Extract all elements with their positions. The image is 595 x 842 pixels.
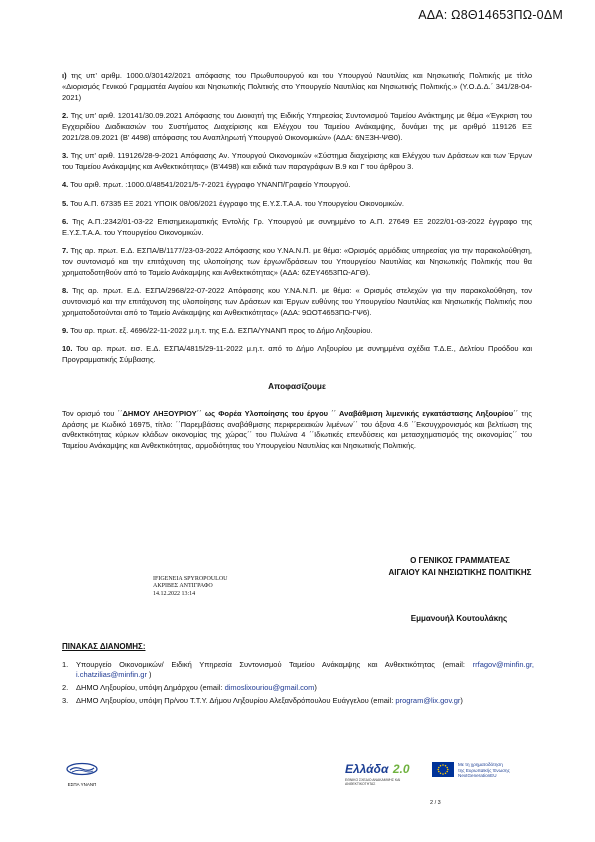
recital-text: Του αρ. πρωτ. εξ. 4696/22-11-2022 μ.η.τ. της Ε.Δ. ΕΣΠΑ/ΥΝΑΝΠ προς το Δήμο Ληξουρίου.: [68, 326, 373, 336]
recital-text: Της υπ’ αριθ. 119126/28-9-2021 Απόφασης Αν. Υπουργού Οικονομικών «Σύστημα διαχείρισης και Ελέγχου των Δράσεων και των Έργων του Ταμείου Ανάκαμψης και Ανθεκτικότητας» (Β’4498) και ειδικά των παραγράφων Β.9 και Γ του άρθρου 3.: [62, 150, 532, 171]
signatory-name: Εμμανουήλ Κουτουλάκης: [410, 614, 508, 623]
recital-paragraph: [62, 217, 532, 239]
recital-number: 9.: [62, 326, 69, 336]
greece-2-0-logo: [345, 760, 429, 786]
distribution-list: [62, 660, 534, 709]
eu-text-line2: της Ευρωπαϊκής Ένωσης: [458, 767, 510, 773]
distribution-tail: ): [314, 683, 317, 693]
distribution-recipient: ΔΗΜΟ Ληξουρίου, υπόψη Δημάρχου (email:: [76, 683, 225, 693]
distribution-recipient: Υπουργείο Οικονομικών/ Ειδική Υπηρεσία Συντονισμού Ταμείου Ανάκαμψης και Ανθεκτικότητας (email:: [76, 660, 473, 669]
distribution-item: [62, 683, 534, 693]
ellada-version: 2.0: [392, 762, 410, 776]
ellada-subtitle: ΕΘΝΙΚΟ ΣΧΕΔΙΟ ΑΝΑΚΑΜΨΗΣ ΚΑΙ ΑΝΘΕΚΤΙΚΟΤΗΤΑΣ: [345, 778, 401, 786]
decision-rest: της Δράσης με Κωδικό 16975, τίτλο: ΄΄Παρεμβάσεις αναβάθμισης περιφερειακών λιμένων΄΄ του άξονα 4.6 ΄΄Εκσυγχρονισμός και βελτίωση της ανθεκτικότητας κύριων κλάδων οικονομίας της χώρας΄΄ του Πυλώνα 4 ΄΄Ιδιωτικές επενδύσεις και μετασχηματισμός της οικονομίας΄΄ του Ταμείου Ανάκαμψης και Ανθεκτικότητας, αρμοδιότητας του Υπουργείου Ναυτιλίας και Νησιωτικής Πολιτικής.: [62, 408, 533, 451]
decision-bold: ΔΗΜΟΥ ΛΗΞΟΥΡΙΟΥ΄΄ ως Φορέα Υλοποίησης του έργου ΄΄ Αναβάθμιση λιμενικής εγκατάστασης Ληξουρίου΄΄: [122, 408, 519, 418]
recital-number: 10.: [62, 344, 73, 354]
recital-paragraph: [62, 151, 532, 173]
distribution-number: 1.: [62, 660, 69, 669]
decision-heading: Αποφασίζουμε: [268, 382, 326, 392]
recital-text: Της υπ’ αριθ. 120141/30.09.2021 Απόφασης του Διοικητή της Ειδικής Υπηρεσίας Συντονισμού Ταμείου Ανάκτημης με θέμα «Έγκριση του Εγχειριδίου Διαδικασιών του Συστήματος Διαχείρισης και Ελέγχου του Ταμείου Ανάκαμψης, δυνάμει της με αριθμό 119126 ΕΞ 2021/28.09.2021 (Β’ 4498) απόφασης του Αναπληρωτή Υπουργού Οικονομικών» (ΑΔΑ: 6ΝΞ3Η-ΨΘ0).: [62, 110, 532, 142]
recital-number: ι): [62, 71, 67, 80]
recital-number: 4.: [62, 180, 69, 190]
signatory-title: [380, 555, 540, 578]
distribution-number: 3.: [62, 696, 69, 706]
distribution-text: [76, 696, 534, 706]
distribution-tail: ): [460, 696, 463, 706]
recital-paragraph: [62, 71, 532, 103]
decision-text: [62, 409, 532, 452]
stamp-label: ΑΚΡΙΒΕΣ ΑΝΤΙΓΡΑΦΟ: [153, 583, 213, 590]
distribution-text: [76, 660, 534, 681]
recital-number: 8.: [62, 286, 69, 296]
recital-text: Του αρ. πρωτ. εισ. Ε.Δ. ΕΣΠΑ/4815/29-11-2022 μ.η.τ. από το Δήμο Ληξουρίου με συνημμένα σχέδια Τ.Δ.Ε., Δελτίου Προόδου και Προγραμματικής Σύμβασης.: [62, 344, 532, 365]
distribution-text: [76, 683, 534, 693]
distribution-recipient: ΔΗΜΟ Ληξουρίου, υπόψη Πρ/νου Τ.Τ.Υ. Δήμου Ληξουρίου Αλεξανδρόπουλου Ευάγγελου (email:: [76, 696, 396, 706]
ship-wave-icon: [65, 762, 99, 776]
email-link[interactable]: program@lix.gov.gr: [395, 696, 461, 706]
recital-text: της υπ’ αριθμ. 1000.0/30142/2021 απόφασης του Πρωθυπουργού και του Υπουργού Ναυτιλίας και Νησιωτικής Πολιτικής με τίτλο «Διορισμός Γενικού Γραμματέα Αιγαίου και Νησιωτικής Πολιτικής στο Υπουργείο Ναυτιλίας και Νησιωτικής Πολιτικής.» (Υ.Ο.Δ.Δ.΄ 341/28-04-2021): [62, 71, 532, 102]
distribution-number: 2.: [62, 683, 69, 693]
document-body: [62, 71, 532, 452]
recital-text: Της Α.Π.:2342/01-03-22 Επισημειωματικής Εντολής Γρ. Υπουργού με συνημμένο το Α.Π. 27649 ΕΞ 2022/01-03-2022 έγγραφο της Ε.Υ.Σ.Τ.Α.Α. του Υπουργείου Οικονομικών.: [62, 216, 532, 237]
stamp-date: 14.12.2022 13:14: [153, 590, 196, 597]
recital-paragraph: [62, 344, 532, 366]
email-link[interactable]: dimoslixouriou@gmail.com: [224, 683, 315, 693]
signatory-title-line1: Ο ΓΕΝΙΚΟΣ ΓΡΑΜΜΑΤΕΑΣ: [410, 556, 510, 565]
signatory-title-line2: ΑΙΓΑΙΟΥ ΚΑΙ ΝΗΣΙΩΤΙΚΗΣ ΠΟΛΙΤΙΚΗΣ: [388, 567, 532, 577]
recital-text: Του Α.Π. 67335 ΕΞ 2021 ΥΠΟΙΚ 08/06/2021 έγγραφο της Ε.Υ.Σ.Τ.Α.Α. του Υπουργείου Οικονομικών.: [68, 198, 404, 208]
distribution-tail: ): [146, 670, 152, 680]
page-number: 2 / 3: [430, 800, 441, 806]
recital-paragraph: [62, 199, 532, 210]
recital-number: 6.: [62, 216, 69, 226]
recital-paragraph: [62, 111, 532, 143]
recital-paragraph: [62, 180, 532, 191]
eu-flag-icon: [432, 762, 454, 777]
distribution-item: [62, 696, 534, 706]
distribution-title: ΠΙΝΑΚΑΣ ΔΙΑΝΟΜΗΣ:: [62, 642, 146, 651]
distribution-item: [62, 660, 534, 681]
recital-text: Της αρ. πρωτ. Ε.Δ. ΕΣΠΑ/2968/22-07-2022 Απόφασης κου Υ.ΝΑ.Ν.Π. με θέμα: « Ορισμός στελεχών για την παρακολούθηση, τον συντονισμό και την επιτάχυνση της υλοποίησης των Δράσεων και Έργων ευθύνης του Υπουργείου Ναυτιλίας και Νησιωτικής Πολιτικής που χρηματοδοτούνται από το Ταμείο Ανάκαμψης και Ανθεκτικότητας» (ΑΔΑ: 9ΩΟΤ4653ΠΩ-ΓΨ6).: [62, 286, 532, 317]
eu-text-line3: NextGenerationEU: [458, 773, 497, 779]
email-link[interactable]: rrfagov@minfin.gr, i.chatzilias@minfin.gr: [76, 660, 534, 680]
decision-intro: Τον ορισμό του ΄΄: [62, 408, 123, 418]
recital-number: 5.: [62, 198, 69, 208]
recital-text: Του αριθ. πρωτ. :1000.0/48541/2021/5-7-2021 έγγραφο ΥΝΑΝΠ/Γραφείο Υπουργού.: [68, 180, 351, 190]
eu-funding-text: [458, 762, 510, 779]
certified-copy-stamp: [153, 576, 228, 598]
stamp-name: IFIGENEIA SPYROPOULOU: [153, 576, 228, 582]
recital-number: 7.: [62, 246, 69, 256]
espa-logo-caption: ΕΣΠΑ ΥΝΑΝΠ: [67, 782, 97, 787]
ada-code: ΑΔΑ: Ω8Θ14653ΠΩ-0ΔΜ: [418, 8, 563, 22]
recital-paragraph: [62, 246, 532, 278]
recital-number: 2.: [62, 110, 69, 120]
recital-number: 3.: [62, 150, 69, 160]
recital-paragraph: [62, 286, 532, 318]
ellada-word: Ελλάδα: [345, 762, 389, 776]
eu-funding-logo: [432, 762, 537, 779]
recital-list: [62, 71, 532, 366]
recital-paragraph: [62, 326, 532, 337]
eu-text-line1: Με τη χρηματοδότηση: [458, 762, 503, 767]
espa-ynanp-logo: [62, 762, 102, 787]
recital-text: Της αρ. πρωτ. Ε.Δ. ΕΣΠΑ/Β/1177/23-03-2022 Απόφασης κου Υ.ΝΑ.Ν.Π. με θέμα: «Ορισμός αρμόδιας υπηρεσίας για την παρακολούθηση, τον συντονισμό και την επιτάχυνση της υλοποίησης των έργων/δράσεων του Υπουργείου Ναυτιλίας και Νησιωτικής Πολιτικής που θα χρηματοδοτηθούν από το Ταμείο Ανάκαμψης και Ανθεκτικότητας» (ΑΔΑ: 6ΖΕΥ4653ΠΩ-ΑΓΘ).: [62, 246, 532, 277]
